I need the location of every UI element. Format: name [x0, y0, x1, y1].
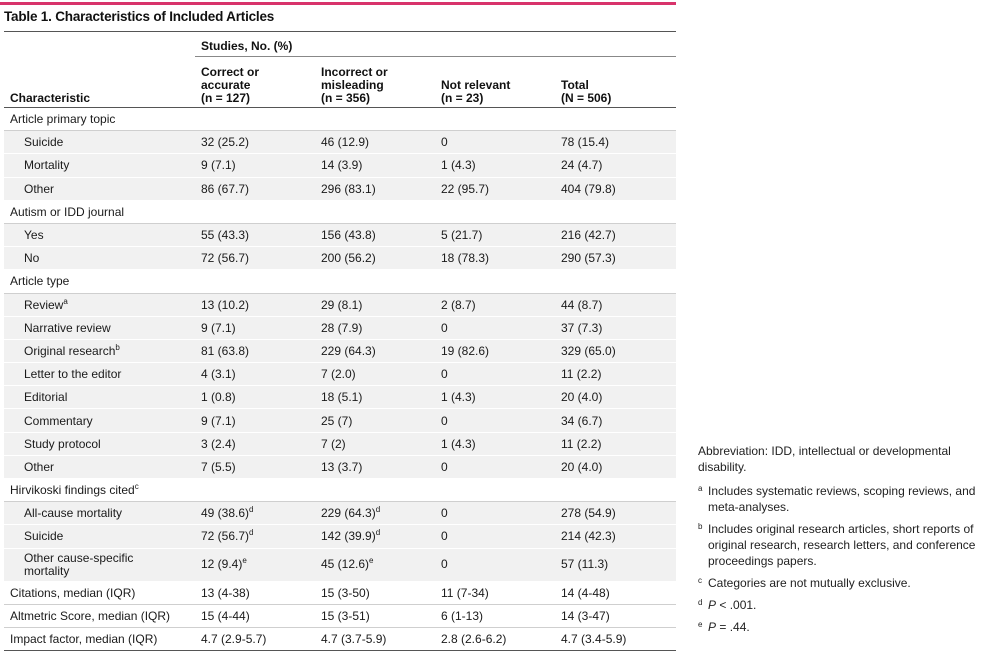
- table-row: No 72 (56.7) 200 (56.2) 18 (78.3) 290 (57.3): [4, 247, 676, 270]
- table-row: Impact factor, median (IQR) 4.7 (2.9-5.7) 4.7 (3.7-5.9) 2.8 (2.6-6.2) 4.7 (3.4-5.9): [4, 627, 676, 650]
- table-row: Original research$^b$ 81 (63.8) 229 (64.3) 19 (82.6) 329 (65.0): [4, 339, 676, 362]
- table-row: Other cause-specific mortality 12 $(9.4)^e$ 45 $(12.6)^e$ 0 57 (11.3): [4, 548, 676, 581]
- table-row: Yes 55 (43.3) 156 (43.8) 5 (21.7) 216 (42.7): [4, 223, 676, 246]
- table-row: Other 86 (67.7) 296 (83.1) 22 (95.7) 404 (79.8): [4, 177, 676, 200]
- table-row: Other 7 (5.5) 13 (3.7) 0 20 (4.0): [4, 455, 676, 478]
- abbreviation-note: Abbreviation: IDD, intellectual or developmental disability.: [698, 444, 951, 474]
- footnote-a: a Includes systematic reviews, scoping reviews, and meta-analyses.: [698, 484, 976, 514]
- section-row: Hirvikoski findings cited$^c$: [4, 479, 676, 502]
- table-row: All-cause mortality 49 $(38.6)^d$ 229 $(64.3)^d$ 0 278 (54.9): [4, 502, 676, 525]
- column-header-row: [4, 57, 676, 108]
- table-row: Letter to the editor 4 (3.1) 7 (2.0) 0 11 (2.2): [4, 363, 676, 386]
- table-row: Study protocol 3 (2.4) 7 (2) 1 (4.3) 11 (2.2): [4, 432, 676, 455]
- col-not-relevant: Not relevant (n = 23): [441, 78, 511, 105]
- section-row: Article type: [4, 270, 676, 293]
- characteristics-table: [4, 36, 676, 651]
- col-incorrect: Incorrect or misleading (n = 356): [321, 65, 388, 105]
- title-rule: [4, 31, 676, 32]
- table-row: Editorial 1 (0.8) 18 (5.1) 1 (4.3) 20 (4.0): [4, 386, 676, 409]
- table-row: Suicide 32 (25.2) 46 (12.9) 0 78 (15.4): [4, 131, 676, 154]
- group-header-row: [4, 36, 676, 57]
- footnote-e: e P = .44.: [698, 620, 750, 634]
- table-footnotes: [698, 443, 998, 641]
- col-total: Total (N = 506): [561, 78, 612, 105]
- section-row: Autism or IDD journal: [4, 200, 676, 223]
- group-header: Studies, No. (%): [195, 36, 676, 57]
- section-row: Article primary topic: [4, 108, 676, 131]
- table-row: Narrative review 9 (7.1) 28 (7.9) 0 37 (7.3): [4, 316, 676, 339]
- col-characteristic: Characteristic: [10, 91, 91, 105]
- footnote-c: c Categories are not mutually exclusive.: [698, 576, 911, 590]
- title-accent-line: [0, 2, 676, 5]
- table-title: Table 1. Characteristics of Included Articles: [4, 9, 275, 24]
- footnote-b: b Includes original research articles, short reports of original research, research letters, and conference proceedings papers.: [698, 522, 976, 568]
- table-row: Mortality 9 (7.1) 14 (3.9) 1 (4.3) 24 (4.7): [4, 154, 676, 177]
- table-row: Review$^a$ 13 (10.2) 29 (8.1) 2 (8.7) 44 (8.7): [4, 293, 676, 316]
- footnote-d: d P < .001.: [698, 598, 757, 612]
- table-row: Citations, median (IQR) 13 (4-38) 15 (3-50) 11 (7-34) 14 (4-48): [4, 581, 676, 604]
- footnote-mark: a: [63, 296, 68, 306]
- col-correct: Correct or accurate (n = 127): [201, 65, 260, 105]
- footnote-mark: b: [115, 342, 120, 352]
- table-row: Commentary 9 (7.1) 25 (7) 0 34 (6.7): [4, 409, 676, 432]
- footnote-mark: c: [134, 482, 139, 492]
- table-row: Suicide 72 $(56.7)^d$ 142 $(39.9)^d$ 0 214 (42.3): [4, 525, 676, 548]
- table-row: Altmetric Score, median (IQR) 15 (4-44) 15 (3-51) 6 (1-13) 14 (3-47): [4, 604, 676, 627]
